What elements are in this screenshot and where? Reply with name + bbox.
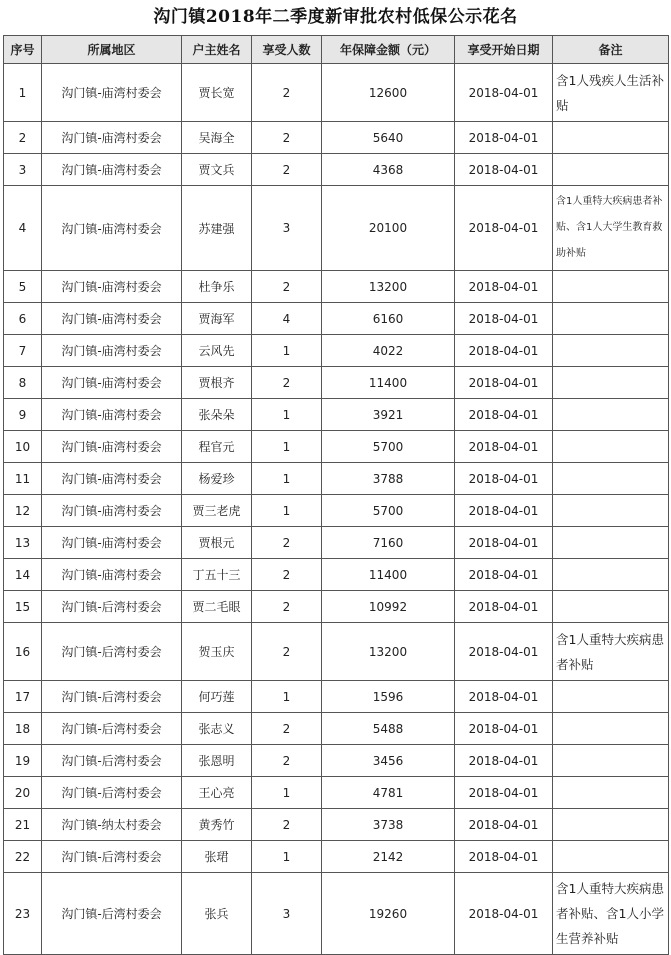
cell-name: 张志义 bbox=[182, 713, 252, 745]
cell-no: 2 bbox=[4, 122, 42, 154]
cell-date: 2018-04-01 bbox=[455, 463, 553, 495]
cell-date: 2018-04-01 bbox=[455, 681, 553, 713]
recipients-table bbox=[3, 35, 669, 955]
cell-area: 沟门镇-后湾村委会 bbox=[42, 713, 182, 745]
table-row bbox=[4, 559, 669, 591]
cell-name: 贾根元 bbox=[182, 527, 252, 559]
cell-count: 2 bbox=[252, 154, 322, 186]
cell-area: 沟门镇-庙湾村委会 bbox=[42, 271, 182, 303]
cell-note bbox=[553, 713, 669, 745]
cell-count: 3 bbox=[252, 186, 322, 271]
cell-name: 贾文兵 bbox=[182, 154, 252, 186]
table-row bbox=[4, 495, 669, 527]
table-row bbox=[4, 367, 669, 399]
table-row bbox=[4, 463, 669, 495]
cell-area: 沟门镇-庙湾村委会 bbox=[42, 399, 182, 431]
header-name: 户主姓名 bbox=[182, 36, 252, 64]
cell-note bbox=[553, 591, 669, 623]
cell-no: 10 bbox=[4, 431, 42, 463]
cell-date: 2018-04-01 bbox=[455, 154, 553, 186]
cell-count: 1 bbox=[252, 777, 322, 809]
cell-amount: 7160 bbox=[322, 527, 455, 559]
cell-no: 23 bbox=[4, 873, 42, 955]
cell-date: 2018-04-01 bbox=[455, 809, 553, 841]
cell-date: 2018-04-01 bbox=[455, 713, 553, 745]
document-title: 沟门镇2018年二季度新审批农村低保公示花名 bbox=[153, 7, 518, 27]
cell-amount: 2142 bbox=[322, 841, 455, 873]
cell-area: 沟门镇-后湾村委会 bbox=[42, 873, 182, 955]
table-row bbox=[4, 591, 669, 623]
cell-note bbox=[553, 745, 669, 777]
cell-no: 8 bbox=[4, 367, 42, 399]
header-area: 所属地区 bbox=[42, 36, 182, 64]
cell-date: 2018-04-01 bbox=[455, 841, 553, 873]
cell-amount: 19260 bbox=[322, 873, 455, 955]
cell-amount: 4022 bbox=[322, 335, 455, 367]
cell-date: 2018-04-01 bbox=[455, 745, 553, 777]
cell-name: 贾三老虎 bbox=[182, 495, 252, 527]
table-row bbox=[4, 186, 669, 271]
cell-name: 苏建强 bbox=[182, 186, 252, 271]
cell-count: 4 bbox=[252, 303, 322, 335]
cell-date: 2018-04-01 bbox=[455, 623, 553, 681]
cell-date: 2018-04-01 bbox=[455, 495, 553, 527]
cell-area: 沟门镇-后湾村委会 bbox=[42, 745, 182, 777]
table-row bbox=[4, 271, 669, 303]
cell-amount: 12600 bbox=[322, 64, 455, 122]
cell-count: 3 bbox=[252, 873, 322, 955]
cell-date: 2018-04-01 bbox=[455, 559, 553, 591]
cell-date: 2018-04-01 bbox=[455, 591, 553, 623]
cell-amount: 20100 bbox=[322, 186, 455, 271]
cell-name: 王心亮 bbox=[182, 777, 252, 809]
cell-name: 贾二毛眼 bbox=[182, 591, 252, 623]
cell-amount: 13200 bbox=[322, 271, 455, 303]
cell-count: 2 bbox=[252, 64, 322, 122]
cell-amount: 5700 bbox=[322, 495, 455, 527]
cell-name: 贺玉庆 bbox=[182, 623, 252, 681]
cell-name: 杜争乐 bbox=[182, 271, 252, 303]
cell-count: 1 bbox=[252, 681, 322, 713]
cell-no: 20 bbox=[4, 777, 42, 809]
cell-count: 2 bbox=[252, 809, 322, 841]
cell-count: 2 bbox=[252, 591, 322, 623]
cell-area: 沟门镇-后湾村委会 bbox=[42, 591, 182, 623]
table-row bbox=[4, 527, 669, 559]
cell-note bbox=[553, 559, 669, 591]
cell-no: 22 bbox=[4, 841, 42, 873]
cell-note: 含1人重特大疾病患者补贴、含1人大学生教育救助补贴 bbox=[553, 186, 669, 271]
cell-date: 2018-04-01 bbox=[455, 399, 553, 431]
cell-date: 2018-04-01 bbox=[455, 186, 553, 271]
cell-area: 沟门镇-纳太村委会 bbox=[42, 809, 182, 841]
cell-count: 2 bbox=[252, 271, 322, 303]
cell-area: 沟门镇-庙湾村委会 bbox=[42, 559, 182, 591]
cell-note bbox=[553, 777, 669, 809]
cell-name: 张兵 bbox=[182, 873, 252, 955]
cell-no: 6 bbox=[4, 303, 42, 335]
cell-note bbox=[553, 809, 669, 841]
cell-name: 张恩明 bbox=[182, 745, 252, 777]
cell-area: 沟门镇-庙湾村委会 bbox=[42, 463, 182, 495]
cell-count: 2 bbox=[252, 122, 322, 154]
cell-count: 2 bbox=[252, 367, 322, 399]
table-row bbox=[4, 713, 669, 745]
header-count: 享受人数 bbox=[252, 36, 322, 64]
cell-note bbox=[553, 841, 669, 873]
cell-area: 沟门镇-庙湾村委会 bbox=[42, 303, 182, 335]
header-amount: 年保障金额（元） bbox=[322, 36, 455, 64]
cell-date: 2018-04-01 bbox=[455, 873, 553, 955]
cell-amount: 3921 bbox=[322, 399, 455, 431]
cell-area: 沟门镇-庙湾村委会 bbox=[42, 431, 182, 463]
cell-note bbox=[553, 335, 669, 367]
cell-date: 2018-04-01 bbox=[455, 431, 553, 463]
cell-no: 18 bbox=[4, 713, 42, 745]
cell-name: 丁五十三 bbox=[182, 559, 252, 591]
table-row bbox=[4, 745, 669, 777]
table-row bbox=[4, 64, 669, 122]
cell-area: 沟门镇-后湾村委会 bbox=[42, 623, 182, 681]
table-row bbox=[4, 841, 669, 873]
cell-no: 1 bbox=[4, 64, 42, 122]
cell-area: 沟门镇-庙湾村委会 bbox=[42, 154, 182, 186]
table-row bbox=[4, 623, 669, 681]
table-row bbox=[4, 399, 669, 431]
cell-date: 2018-04-01 bbox=[455, 303, 553, 335]
cell-date: 2018-04-01 bbox=[455, 122, 553, 154]
cell-no: 9 bbox=[4, 399, 42, 431]
cell-amount: 1596 bbox=[322, 681, 455, 713]
cell-note bbox=[553, 303, 669, 335]
cell-no: 15 bbox=[4, 591, 42, 623]
cell-amount: 10992 bbox=[322, 591, 455, 623]
cell-area: 沟门镇-后湾村委会 bbox=[42, 681, 182, 713]
cell-note bbox=[553, 527, 669, 559]
cell-area: 沟门镇-庙湾村委会 bbox=[42, 495, 182, 527]
cell-note bbox=[553, 399, 669, 431]
cell-no: 11 bbox=[4, 463, 42, 495]
cell-count: 1 bbox=[252, 335, 322, 367]
cell-no: 16 bbox=[4, 623, 42, 681]
cell-amount: 11400 bbox=[322, 559, 455, 591]
table-row bbox=[4, 873, 669, 955]
cell-name: 黄秀竹 bbox=[182, 809, 252, 841]
cell-name: 吴海全 bbox=[182, 122, 252, 154]
cell-amount: 4781 bbox=[322, 777, 455, 809]
table-row bbox=[4, 122, 669, 154]
cell-area: 沟门镇-后湾村委会 bbox=[42, 841, 182, 873]
cell-count: 2 bbox=[252, 623, 322, 681]
cell-amount: 11400 bbox=[322, 367, 455, 399]
cell-amount: 5488 bbox=[322, 713, 455, 745]
cell-no: 5 bbox=[4, 271, 42, 303]
cell-area: 沟门镇-庙湾村委会 bbox=[42, 527, 182, 559]
cell-amount: 4368 bbox=[322, 154, 455, 186]
cell-note bbox=[553, 495, 669, 527]
cell-no: 17 bbox=[4, 681, 42, 713]
cell-area: 沟门镇-庙湾村委会 bbox=[42, 64, 182, 122]
cell-note bbox=[553, 431, 669, 463]
cell-no: 12 bbox=[4, 495, 42, 527]
cell-note bbox=[553, 122, 669, 154]
table-row bbox=[4, 681, 669, 713]
cell-date: 2018-04-01 bbox=[455, 367, 553, 399]
cell-count: 2 bbox=[252, 559, 322, 591]
table-row bbox=[4, 809, 669, 841]
table-header-row bbox=[4, 36, 669, 64]
cell-no: 3 bbox=[4, 154, 42, 186]
cell-area: 沟门镇-庙湾村委会 bbox=[42, 335, 182, 367]
cell-name: 贾长宽 bbox=[182, 64, 252, 122]
cell-date: 2018-04-01 bbox=[455, 527, 553, 559]
cell-area: 沟门镇-庙湾村委会 bbox=[42, 122, 182, 154]
cell-note bbox=[553, 681, 669, 713]
cell-count: 2 bbox=[252, 745, 322, 777]
cell-date: 2018-04-01 bbox=[455, 335, 553, 367]
header-no: 序号 bbox=[4, 36, 42, 64]
cell-no: 4 bbox=[4, 186, 42, 271]
header-note: 备注 bbox=[553, 36, 669, 64]
cell-count: 2 bbox=[252, 713, 322, 745]
cell-area: 沟门镇-庙湾村委会 bbox=[42, 367, 182, 399]
cell-note bbox=[553, 271, 669, 303]
cell-amount: 5700 bbox=[322, 431, 455, 463]
cell-name: 张朵朵 bbox=[182, 399, 252, 431]
cell-no: 21 bbox=[4, 809, 42, 841]
cell-date: 2018-04-01 bbox=[455, 271, 553, 303]
cell-note bbox=[553, 463, 669, 495]
cell-amount: 5640 bbox=[322, 122, 455, 154]
cell-count: 1 bbox=[252, 495, 322, 527]
cell-note bbox=[553, 367, 669, 399]
cell-area: 沟门镇-后湾村委会 bbox=[42, 777, 182, 809]
cell-name: 贾海军 bbox=[182, 303, 252, 335]
cell-area: 沟门镇-庙湾村委会 bbox=[42, 186, 182, 271]
cell-note: 含1人重特大疾病患者补贴 bbox=[553, 623, 669, 681]
table-row bbox=[4, 777, 669, 809]
table-row bbox=[4, 335, 669, 367]
cell-name: 何巧莲 bbox=[182, 681, 252, 713]
cell-no: 13 bbox=[4, 527, 42, 559]
cell-count: 1 bbox=[252, 431, 322, 463]
cell-name: 贾根齐 bbox=[182, 367, 252, 399]
cell-count: 2 bbox=[252, 527, 322, 559]
cell-name: 云风先 bbox=[182, 335, 252, 367]
cell-name: 程官元 bbox=[182, 431, 252, 463]
cell-count: 1 bbox=[252, 463, 322, 495]
cell-amount: 3456 bbox=[322, 745, 455, 777]
cell-date: 2018-04-01 bbox=[455, 64, 553, 122]
cell-date: 2018-04-01 bbox=[455, 777, 553, 809]
cell-note: 含1人重特大疾病患者补贴、含1人小学生营养补贴 bbox=[553, 873, 669, 955]
table-row bbox=[4, 154, 669, 186]
cell-name: 张珺 bbox=[182, 841, 252, 873]
cell-name: 杨爱珍 bbox=[182, 463, 252, 495]
table-row bbox=[4, 431, 669, 463]
cell-note: 含1人残疾人生活补贴 bbox=[553, 64, 669, 122]
cell-amount: 3738 bbox=[322, 809, 455, 841]
header-date: 享受开始日期 bbox=[455, 36, 553, 64]
cell-amount: 13200 bbox=[322, 623, 455, 681]
cell-note bbox=[553, 154, 669, 186]
cell-no: 19 bbox=[4, 745, 42, 777]
cell-no: 7 bbox=[4, 335, 42, 367]
cell-amount: 6160 bbox=[322, 303, 455, 335]
cell-no: 14 bbox=[4, 559, 42, 591]
table-row bbox=[4, 303, 669, 335]
cell-count: 1 bbox=[252, 841, 322, 873]
cell-count: 1 bbox=[252, 399, 322, 431]
cell-amount: 3788 bbox=[322, 463, 455, 495]
